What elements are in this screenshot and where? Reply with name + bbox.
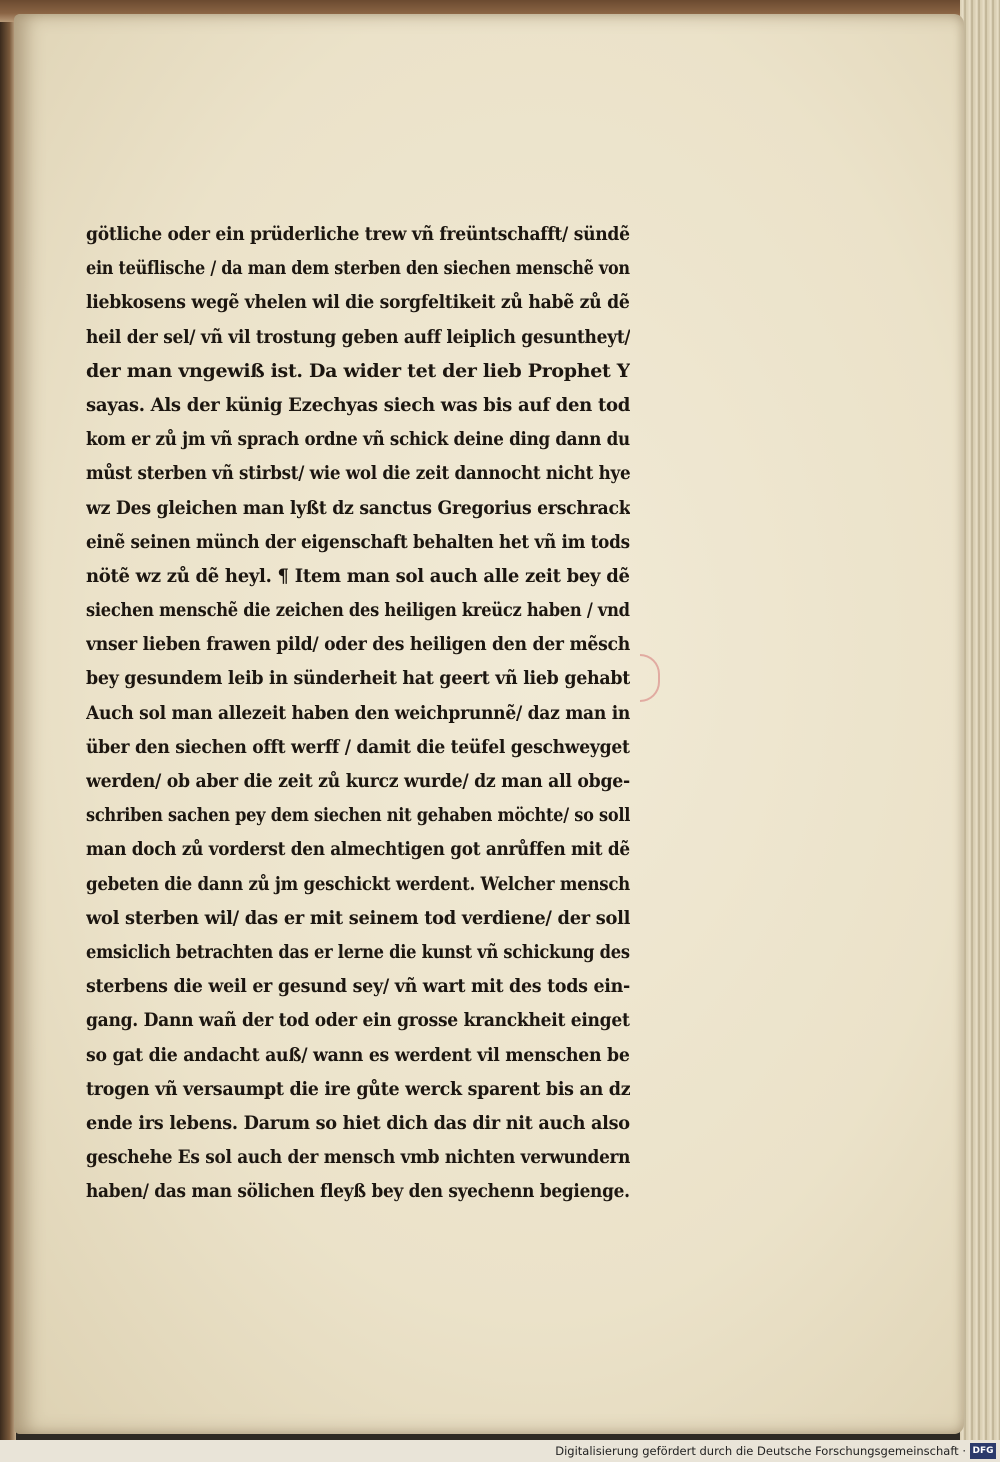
text-line: siechen menschẽ die zeichen des heiligen kreücz haben / vnd — [86, 600, 630, 622]
text-line: wol sterben wil/ das er mit seinem tod verdiene/ der soll — [86, 907, 630, 929]
text-line: gang. Dann wañ der tod oder ein grosse kranckheit einget — [86, 1010, 630, 1032]
text-line: einẽ seinen münch der eigenschaft behalten het vñ im tods — [86, 531, 630, 553]
text-line: heil der sel/ vñ vil trostung geben auff leiplich gesuntheyt/ — [86, 326, 630, 348]
dfg-logo: DFG — [970, 1443, 996, 1459]
text-line: ende irs lebens. Darum so hiet dich das dir nit auch also — [86, 1112, 630, 1134]
text-line: trogen vñ versaumpt die ire gůte werck sparent bis an dz — [86, 1078, 630, 1100]
text-line: kom er zů jm vñ sprach ordne vñ schick deine ding dann du — [86, 429, 630, 451]
text-line: götliche oder ein prüderliche trew vñ freüntschafft/ sündẽ — [86, 224, 630, 245]
text-line: sayas. Als der künig Ezechyas siech was bis auf den tod — [86, 394, 630, 416]
text-line: bey gesundem leib in sünderheit hat geert vñ lieb gehabt — [86, 668, 630, 690]
text-line: můst sterben vñ stirbst/ wie wol die zeit dannocht nicht hye — [86, 463, 630, 485]
text-line: Auch sol man allezeit haben den weichprunnẽ/ daz man in — [86, 702, 630, 724]
text-line: sterbens die weil er gesund sey/ vñ wart mit des tods ein- — [86, 976, 630, 998]
text-line: der man vngewiß ist. Da wider tet der lieb Prophet Y — [86, 360, 630, 382]
text-line: über den siechen offt werff / damit die teüfel geschweyget — [86, 736, 630, 758]
text-block — [86, 218, 630, 1209]
text-line: vnser lieben frawen pild/ oder des heiligen den der mẽsch — [86, 634, 630, 656]
text-line: liebkosens wegẽ vhelen wil die sorgfeltikeit zů habẽ zů dẽ — [86, 292, 630, 314]
text-line: nötẽ wz zů dẽ heyl. ¶ Item man sol auch alle zeit bey dẽ — [86, 565, 630, 587]
text-line: werden/ ob aber die zeit zů kurcz wurde/ dz man all obge- — [86, 771, 630, 792]
text-line: so gat die andacht auß/ wann es werdent vil menschen be — [86, 1044, 630, 1066]
text-line: ein teüflische / da man dem sterben den siechen menschẽ von — [86, 258, 630, 280]
text-line: schriben sachen pey dem siechen nit gehaben möchte/ so soll — [86, 805, 630, 827]
text-line: man doch zů vorderst den almechtigen got anrůffen mit dẽ — [86, 839, 630, 861]
text-line: gebeten die dann zů jm geschickt werdent. Welcher mensch — [86, 873, 630, 895]
digitization-credit: Digitalisierung gefördert durch die Deutsche Forschungsgemeinschaft · — [555, 1444, 966, 1458]
text-line: wz Des gleichen man lyßt dz sanctus Gregorius erschrack — [86, 497, 630, 519]
page-fore-edge — [960, 0, 1000, 1440]
text-line: geschehe Es sol auch der mensch vmb nichten verwundern — [86, 1147, 630, 1169]
text-line: emsiclich betrachten das er lerne die kunst vñ schickung des — [86, 941, 630, 963]
text-line: haben/ das man sölichen fleyß bey den syechenn begienge. — [86, 1181, 630, 1203]
